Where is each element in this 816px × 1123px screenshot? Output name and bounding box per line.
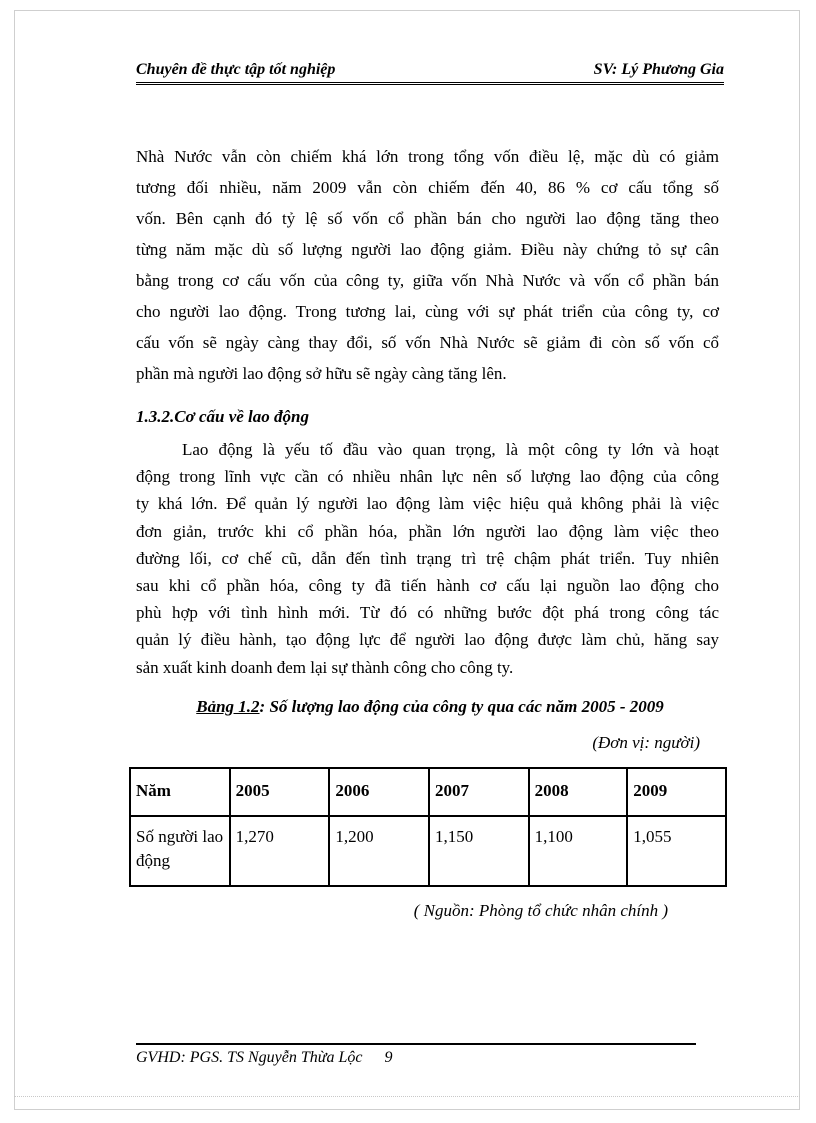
page-header: [136, 56, 724, 80]
header-student: SV: Lý Phương Gia: [593, 61, 724, 78]
paragraph-line: cấu vốn sẽ ngày càng thay đổi, số vốn Nhà Nước sẽ giảm đi còn số vốn cổ: [136, 333, 719, 352]
paragraph-line: từng năm mặc dù số lượng người lao động giảm. Điều này chứng tỏ sự cân: [136, 240, 719, 259]
header-rule: [136, 82, 724, 85]
page-number: 9: [384, 1049, 393, 1066]
paragraph-line: vốn. Bên cạnh đó tỷ lệ số vốn cổ phần bán cho người lao động tăng theo: [136, 209, 719, 228]
paragraph-line: phù hợp với tình hình mới. Từ đó có những bước đột phá trong công tác: [136, 603, 719, 623]
paragraph-line: quản lý điều hành, tạo động lực để người lao động được làm chủ, hăng say: [136, 630, 719, 650]
table-header-cell: Năm: [130, 768, 230, 816]
paragraph-line: sản xuất kinh doanh đem lại sự thành công cho công ty.: [136, 657, 514, 677]
paragraph-line: Nhà Nước vẫn còn chiếm khá lớn trong tổng vốn điều lệ, mặc dù có giảm: [136, 147, 719, 166]
footer-advisor: GVHD: PGS. TS Nguyễn Thừa Lộc: [136, 1049, 363, 1066]
table-header-cell: 2007: [429, 768, 529, 816]
table-caption: [136, 697, 724, 717]
table-caption-label: Bảng 1.2: [196, 697, 260, 716]
table-header-cell: 2009: [627, 768, 726, 816]
paragraph-line: động trong lĩnh vực cần có nhiều nhân lực nên số lượng lao động của công: [136, 467, 719, 487]
table-cell: 1,200: [329, 816, 429, 886]
paragraph-line: đơn giản, trước khi cổ phần hóa, phần lớn người lao động làm việc theo: [136, 521, 719, 541]
table-unit-note: (Đơn vị: người): [592, 733, 700, 752]
table-cell: 1,100: [529, 816, 628, 886]
page-footer: [136, 1048, 393, 1068]
page-bottom-edge: [14, 1096, 800, 1097]
header-title: Chuyên đề thực tập tốt nghiệp: [136, 61, 336, 78]
paragraph-labor-structure: [136, 436, 719, 681]
table-header-cell: 2008: [529, 768, 628, 816]
table-row-label: Số người lao động: [130, 816, 230, 886]
table-cell: 1,055: [627, 816, 726, 886]
paragraph-line: tương đối nhiều, năm 2009 vẫn còn chiếm đến 40, 86 % cơ cấu tổng số: [136, 178, 719, 197]
labor-table: [129, 767, 727, 887]
table-header-cell: 2006: [329, 768, 429, 816]
table-row: [130, 816, 726, 886]
paragraph-line: cho người lao động. Trong tương lai, cùng với sự phát triển của công ty, cơ: [136, 302, 719, 321]
paragraph-line: ty khá lớn. Để quản lý người lao động làm việc hiệu quả không phải là việc: [136, 494, 719, 514]
table-cell: 1,270: [230, 816, 330, 886]
paragraph-line: sau khi cổ phần hóa, công ty đã tiến hành cơ cấu lại nguồn lao động cho: [136, 576, 719, 596]
paragraph-line: phần mà người lao động sở hữu sẽ ngày càng tăng lên.: [136, 364, 507, 383]
section-heading: 1.3.2.Cơ cấu về lao động: [136, 407, 309, 426]
table-caption-text: : Số lượng lao động của công ty qua các năm 2005 - 2009: [259, 697, 664, 716]
paragraph-line: Lao động là yếu tố đầu vào quan trọng, là một công ty lớn và hoạt: [182, 440, 719, 459]
paragraph-line: bằng trong cơ cấu vốn của công ty, giữa vốn Nhà Nước và vốn cổ phần bán: [136, 271, 719, 290]
table-source-note: ( Nguồn: Phòng tổ chức nhân chính ): [413, 901, 668, 920]
paragraph-line: đường lối, cơ chế cũ, dẫn đến tình trạng trì trệ chậm phát triển. Tuy nhiên: [136, 548, 719, 568]
table-cell: 1,150: [429, 816, 529, 886]
paragraph-capital-structure: [136, 141, 719, 389]
footer-rule: [136, 1043, 696, 1045]
table-header-row: [130, 768, 726, 816]
table-header-cell: 2005: [230, 768, 330, 816]
